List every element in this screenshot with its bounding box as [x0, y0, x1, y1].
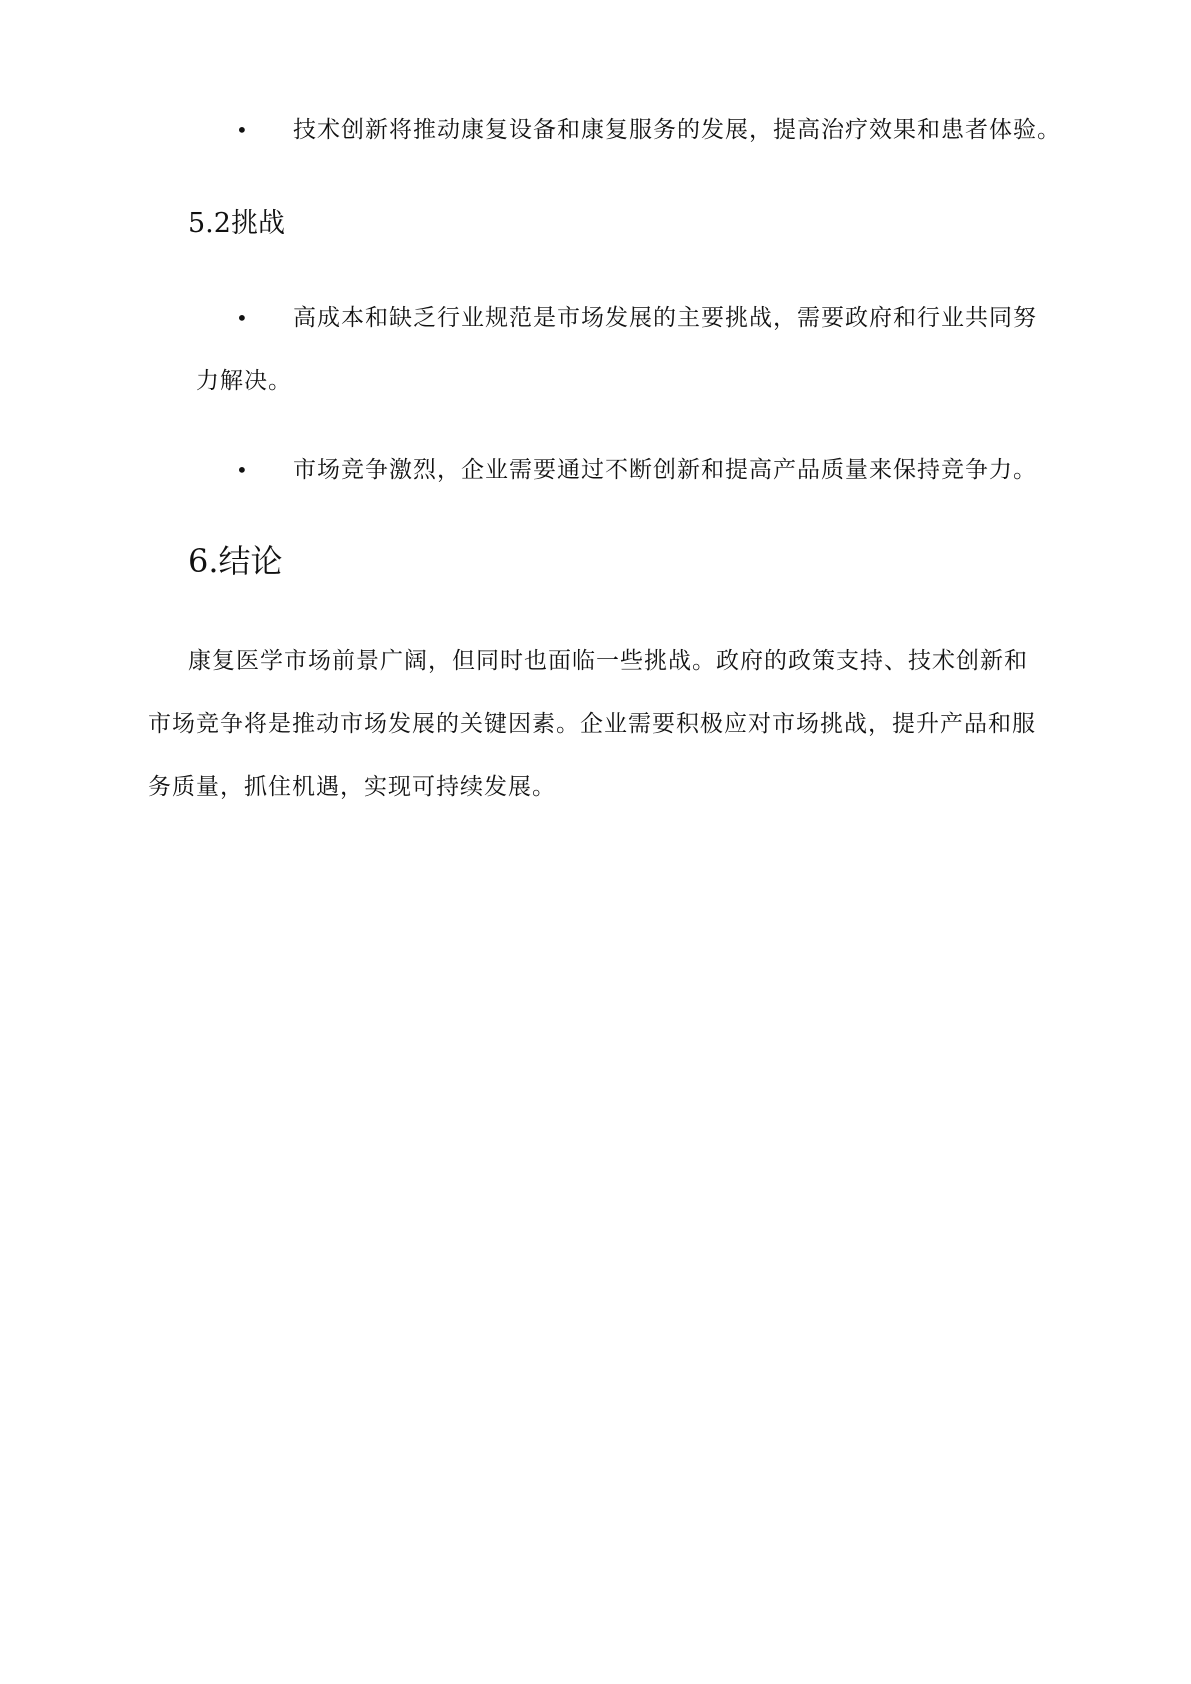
conclusion-line-2: 市场竞争将是推动市场发展的关键因素。企业需要积极应对市场挑战，提升产品和服 — [148, 711, 1036, 737]
bullet-marker: • — [236, 458, 248, 482]
bullet-challenge-competition: 市场竞争激烈，企业需要通过不断创新和提高产品质量来保持竞争力。 — [293, 457, 1037, 483]
conclusion-line-1: 康复医学市场前景广阔，但同时也面临一些挑战。政府的政策支持、技术创新和 — [188, 648, 1028, 674]
bullet-marker: • — [236, 306, 248, 330]
conclusion-line-3: 务质量，抓住机遇，实现可持续发展。 — [148, 774, 556, 800]
section-heading-conclusion: 6.结论 — [188, 542, 283, 580]
bullet-tech-innovation: 技术创新将推动康复设备和康复服务的发展，提高治疗效果和患者体验。 — [293, 117, 1061, 143]
bullet-challenge-cost-line2: 力解决。 — [196, 368, 292, 394]
bullet-marker: • — [236, 118, 248, 142]
bullet-challenge-cost-line1: 高成本和缺乏行业规范是市场发展的主要挑战，需要政府和行业共同努 — [293, 305, 1037, 331]
section-heading-challenges: 5.2挑战 — [188, 208, 285, 239]
